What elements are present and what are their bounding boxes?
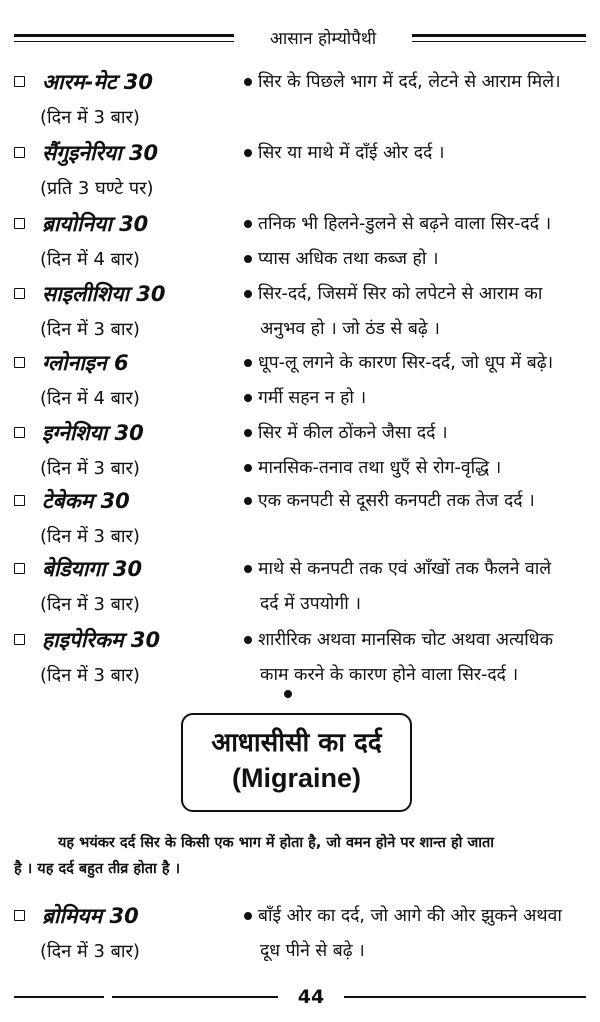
- remedy-symptom-continued: अनुभव हो । जो ठंड से बढ़े ।: [260, 319, 440, 339]
- remedy-name: ब्रोमियम 30: [42, 904, 139, 928]
- remedy-symptom: प्यास अधिक तथा कब्ज हो ।: [258, 249, 439, 269]
- header-rule-left-thin: [14, 41, 234, 42]
- bullet-icon: [244, 394, 252, 402]
- bullet-icon: [244, 149, 252, 157]
- intro-line: है । यह दर्द बहुत तीव्र होता है ।: [14, 861, 181, 877]
- footer-rule-right: [344, 996, 586, 998]
- remedy-dose: (दिन में 3 बार): [40, 319, 140, 340]
- remedy-dose: (दिन में 3 बार): [40, 526, 140, 547]
- remedy-name: टेबेकम 30: [42, 489, 130, 513]
- remedy-dose: (दिन में 4 बार): [40, 249, 140, 270]
- section-title: आधासीसी का दर्द: [211, 728, 382, 758]
- remedy-symptom-continued: दूध पीने से बढ़े ।: [260, 941, 365, 961]
- bullet-icon: [244, 565, 252, 573]
- remedy-entry: [14, 900, 594, 970]
- bullet-icon: [244, 497, 252, 505]
- remedy-symptom-continued: दर्द में उपयोगी ।: [260, 594, 361, 614]
- bullet-icon: [244, 636, 252, 644]
- remedy-entry: [14, 624, 594, 694]
- checkbox-square-icon: [14, 357, 25, 368]
- remedy-symptom: धूप-लू लगने के कारण सिर-दर्द, जो धूप में बढ़े।: [258, 353, 554, 373]
- remedy-name: सैंगुइनेरिया 30: [42, 141, 159, 165]
- remedy-entry: [14, 66, 594, 136]
- remedy-entry: [14, 417, 594, 487]
- remedy-symptom: माथे से कनपटी तक एवं आँखों तक फैलने वाले: [258, 559, 552, 579]
- bullet-icon: [244, 912, 252, 920]
- remedy-symptom: सिर में कील ठोंकने जैसा दर्द ।: [258, 423, 448, 443]
- bullet-icon: [244, 290, 252, 298]
- remedy-symptom: सिर या माथे में दाँई ओर दर्द ।: [258, 143, 445, 163]
- checkbox-square-icon: [14, 495, 25, 506]
- remedy-symptom: सिर-दर्द, जिसमें सिर को लपेटने से आराम का: [258, 284, 543, 304]
- footer-rule-left: [14, 996, 104, 998]
- remedy-symptom: शारीरिक अथवा मानसिक चोट अथवा अत्यधिक: [258, 630, 554, 650]
- bullet-icon: [244, 255, 252, 263]
- bullet-icon: [244, 78, 252, 86]
- remedy-symptom: एक कनपटी से दूसरी कनपटी तक तेज दर्द ।: [258, 491, 535, 511]
- remedy-entry: [14, 278, 594, 348]
- header-rule-right-thin: [412, 41, 586, 42]
- checkbox-square-icon: [14, 147, 25, 158]
- page-number: 44: [286, 985, 336, 1009]
- running-title: आसान होम्योपैथी: [250, 28, 396, 50]
- header-rule-left: [14, 34, 234, 37]
- checkbox-square-icon: [14, 427, 25, 438]
- remedy-dose: (दिन में 3 बार): [40, 941, 140, 962]
- intro-paragraph: [14, 830, 590, 882]
- bullet-icon: [244, 220, 252, 228]
- checkbox-square-icon: [14, 634, 25, 645]
- section-heading-box: [181, 713, 412, 812]
- page-footer: [14, 985, 586, 1009]
- remedy-dose: (प्रति 3 घण्टे पर): [40, 178, 154, 199]
- remedy-entry: [14, 137, 594, 207]
- remedy-dose: (दिन में 3 बार): [40, 594, 140, 615]
- remedy-entry: [14, 553, 594, 623]
- remedy-name: आरम-मेट 30: [42, 70, 154, 94]
- remedy-name: हाइपेरिकम 30: [42, 628, 161, 652]
- bullet-icon: [244, 359, 252, 367]
- separator-dot-icon: [284, 690, 292, 698]
- bullet-icon: [244, 429, 252, 437]
- remedy-symptom: मानसिक-तनाव तथा धुएँ से रोग-वृद्धि ।: [258, 458, 502, 478]
- footer-rule-left: [112, 996, 278, 998]
- remedy-name: साइलीशिया 30: [42, 282, 166, 306]
- checkbox-square-icon: [14, 910, 25, 921]
- remedy-dose: (दिन में 3 बार): [40, 107, 140, 128]
- bullet-icon: [244, 464, 252, 472]
- remedy-symptom-continued: काम करने के कारण होने वाला सिर-दर्द ।: [260, 665, 519, 685]
- remedy-name: ग्लोनाइन 6: [42, 351, 129, 375]
- remedy-symptom: तनिक भी हिलने-डुलने से बढ़ने वाला सिर-दर्द ।: [258, 214, 552, 234]
- remedy-dose: (दिन में 3 बार): [40, 458, 140, 479]
- remedy-name: इग्नेशिया 30: [42, 421, 144, 445]
- checkbox-square-icon: [14, 563, 25, 574]
- intro-line: यह भयंकर दर्द सिर के किसी एक भाग में होता है, जो वमन होने पर शान्त हो जाता: [58, 835, 494, 851]
- checkbox-square-icon: [14, 288, 25, 299]
- remedy-symptom: बाँई ओर का दर्द, जो आगे की ओर झुकने अथवा: [258, 906, 562, 926]
- remedy-dose: (दिन में 3 बार): [40, 665, 140, 686]
- remedy-entry: [14, 485, 594, 555]
- remedy-symptom: सिर के पिछले भाग में दर्द, लेटने से आराम मिले।: [258, 72, 561, 92]
- checkbox-square-icon: [14, 218, 25, 229]
- section-subtitle: (Migraine): [231, 763, 361, 793]
- remedy-dose: (दिन में 4 बार): [40, 388, 140, 409]
- remedy-entry: [14, 208, 594, 278]
- remedy-name: बेडियागा 30: [42, 557, 143, 581]
- page-header: [14, 28, 586, 50]
- remedy-symptom: गर्मी सहन न हो ।: [258, 388, 367, 408]
- header-rule-right: [412, 34, 586, 37]
- checkbox-square-icon: [14, 76, 25, 87]
- remedy-entry: [14, 347, 594, 417]
- remedy-name: ब्रायोनिया 30: [42, 212, 149, 236]
